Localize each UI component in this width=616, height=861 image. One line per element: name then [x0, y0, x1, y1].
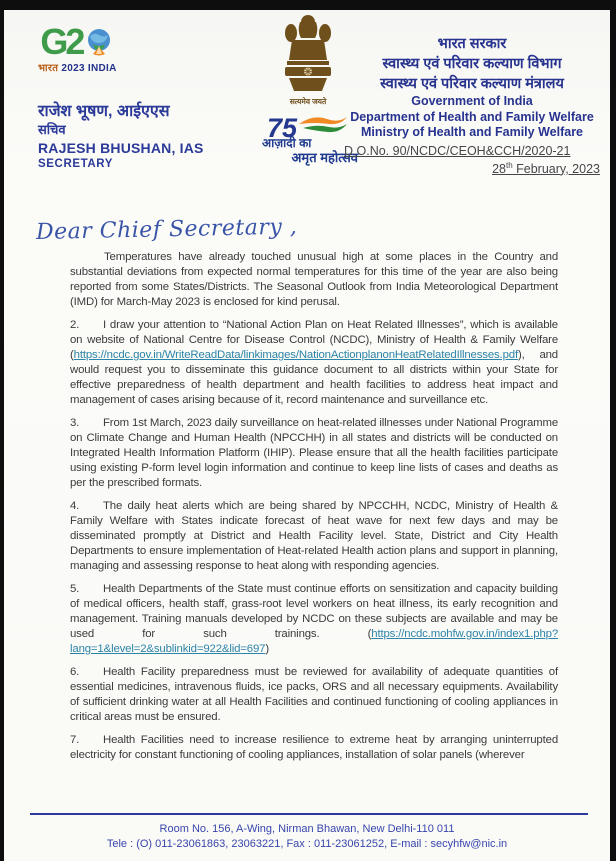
ashoka-emblem-icon	[280, 79, 336, 96]
ncdc-heat-action-plan-link[interactable]: https://ncdc.gov.in/WriteReadData/linkimages/NationActionplanonHeatRelatedIllnesses.pdf	[73, 349, 518, 361]
letter-body	[4, 248, 610, 763]
sender-name-english: RAJESH BHUSHAN, IAS	[38, 140, 204, 156]
paragraph-7-number: 7.	[70, 734, 80, 746]
amrit-line1: आज़ादी का	[262, 136, 312, 150]
paragraph-2	[70, 318, 558, 408]
paragraph-4-number: 4.	[70, 500, 80, 512]
paragraph-7	[70, 733, 558, 763]
letterhead	[4, 10, 610, 212]
footer-address: Room No. 156, A-Wing, Nirman Bhawan, New Delhi-110 011	[159, 823, 455, 835]
paragraph-3-number: 3.	[70, 417, 80, 429]
paragraph-5-text: Health Departments of the State must continue efforts on sensitization and capacity building of medical officers, health staff, grass-root level workers on heat illness, its early recognition and management. Training manuals developed by NCDC on these subjects are available and may be used for such trainings. (	[70, 583, 558, 640]
g20-tagline-hindi: भारत	[38, 63, 59, 74]
letter-footer	[4, 813, 610, 861]
paragraph-7-text: Health Facilities need to increase resilience to extreme heat by arranging uninterrupted electricity for constant functioning of cooling appliances, installation of solar panels (wherever	[70, 734, 558, 761]
paragraph-6-text: Health Facility preparedness must be reviewed for availability of adequate quantities of essential medicines, intravenous fluids, ice packs, ORS and all necessary equipments. Availability of sufficient drinking water at all Health Facilities and continued functioning of cooling appliances in critical areas must be ensured.	[70, 666, 558, 723]
g20-globe-lotus-icon	[84, 27, 114, 57]
paragraph-2-text: I draw your attention to “National Action Plan on Heat Related Illnesses”, which is available on website of National Centre for Disease Control (NCDC), Ministry of Health & Family Welfare (	[70, 319, 558, 361]
do-number: D.O.No. 90/NCDC/CEOH&CCH/2020-21	[344, 143, 571, 158]
sender-name-hindi: राजेश भूषण, आईएएस	[38, 103, 170, 120]
govt-of-india-english: Government of India	[411, 94, 533, 108]
footer-divider	[30, 813, 588, 815]
g20-letters: G2	[40, 21, 83, 62]
handwritten-salutation: Dear Chief Secretary ,	[35, 214, 298, 245]
govt-of-india-hindi: भारत सरकार	[437, 36, 507, 52]
paragraph-3-text: From 1st March, 2023 daily surveillance on heat-related illnesses under National Programme on Climate Change and Human Health (NPCCHH) in all states and districts will be conducted on Integrated Health Information Platform (IHIP). Please ensure that all the health facilities participate using existing P-form level login information and continue to keep line lists of cases and deaths as per the prescribed formats.	[70, 417, 558, 489]
sender-block	[38, 102, 204, 171]
emblem-motto: सत्यमेव जयते	[289, 97, 327, 106]
paragraph-3	[70, 416, 558, 491]
paragraph-2-text-after: ), and would request you to disseminate this guidance document to all districts within your State for effective preparedness of health department and health facilities to address heat impact and management of cases arising because of it, record maintenance and surveillance etc.	[70, 349, 558, 406]
paragraph-4-text: The daily heat alerts which are being shared by NPCCHH, NCDC, Ministry of Health & Family Welfare with States indicate forecast of heat wave for next few days and may be disseminated promptly at District and Health Facility level. State, District and City Health Departments to ensure implementation of Heat-related Health action plans and support in planning, managing and assessing response to heat along with responding agencies.	[70, 500, 558, 572]
department-english: Department of Health and Family Welfare	[350, 109, 594, 124]
g20-tagline	[38, 60, 117, 74]
letter-date: 28th February, 2023	[492, 160, 600, 176]
ministry-hindi: स्वास्थ्य एवं परिवार कल्याण मंत्रालय	[380, 76, 564, 92]
department-hindi: स्वास्थ्य एवं परिवार कल्याण विभाग	[382, 56, 562, 72]
paragraph-6	[70, 665, 558, 725]
amrit-line2: अमृत महोत्सव	[291, 150, 358, 165]
paragraph-6-number: 6.	[70, 666, 80, 678]
paragraph-4	[70, 499, 558, 574]
ncdc-training-manuals-link[interactable]: https://ncdc.mohfw.gov.in/index1.php?lang=1&level=2&sublinkid=922&lid=697	[70, 628, 558, 655]
g20-logo	[38, 21, 117, 74]
paragraph-5	[70, 582, 558, 657]
footer-contact: Tele : (O) 011-23061863, 23063221, Fax : 011-23061252, E-mail : secyhfw@nic.in	[106, 838, 508, 850]
amrit-75-number: 75	[266, 112, 298, 143]
ministry-block	[344, 34, 600, 176]
sender-designation-english: SECRETARY	[38, 158, 114, 170]
ministry-english: Ministry of Health and Family Welfare	[360, 125, 584, 139]
letter-page	[4, 10, 610, 861]
paragraph-2-number: 2.	[70, 319, 80, 331]
g20-tagline-year: 2023 INDIA	[61, 63, 117, 74]
paragraph-5-text-after: )	[265, 643, 270, 655]
paragraph-1: Temperatures have already touched unusual high at some places in the Country and substantial deviations from expected normal temperatures for this time of the year are also being reported from some States/Districts. The Seasonal Outlook from India Meteorological Department (IMD) for March-May 2023 is enclosed for kind perusal.	[70, 251, 558, 308]
sender-designation-hindi: सचिव	[38, 122, 66, 137]
paragraph-5-number: 5.	[70, 583, 80, 595]
